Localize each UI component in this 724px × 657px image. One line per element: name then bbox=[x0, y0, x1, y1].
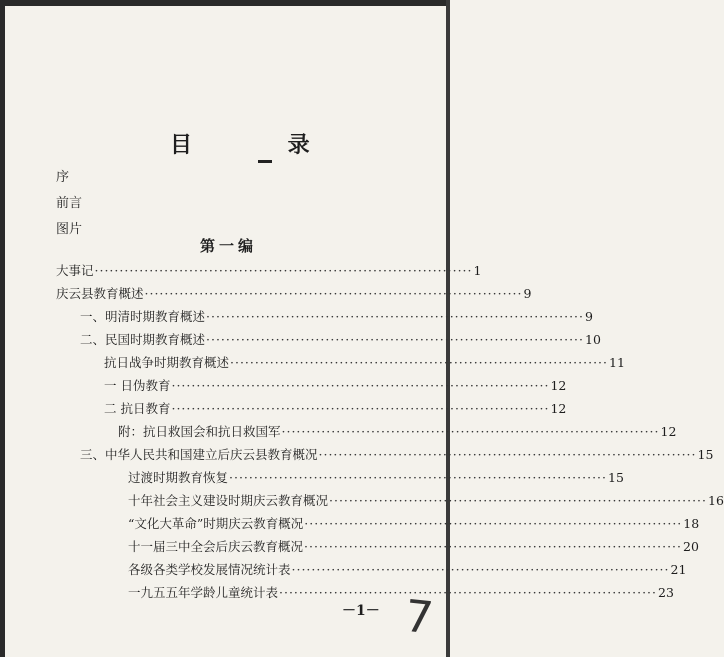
leader-dots: ············································································ bbox=[206, 332, 584, 347]
leader-dots: ············································································ bbox=[144, 286, 523, 301]
leader-dots: ············································································ bbox=[281, 424, 660, 439]
toc-entry-label: “文化大革命”时期庆云教育概况 bbox=[128, 516, 304, 531]
toc-entry-label: 大事记 bbox=[56, 263, 94, 278]
leader-dots: ············································································ bbox=[329, 493, 707, 508]
toc-entry[interactable] bbox=[128, 514, 700, 532]
leader-dots: ············································································ bbox=[318, 447, 697, 462]
toc-entry[interactable] bbox=[128, 491, 724, 509]
toc-entry-page: 20 bbox=[683, 539, 699, 554]
scan-border-right bbox=[446, 0, 450, 657]
front-matter-pictures: 图片 bbox=[56, 222, 83, 237]
toc-entry[interactable] bbox=[104, 399, 567, 417]
toc-entry-page: 9 bbox=[585, 309, 593, 324]
toc-entry-label: 二、民国时期教育概述 bbox=[80, 332, 206, 347]
toc-entry-label: 各级各类学校发展情况统计表 bbox=[128, 562, 291, 577]
front-matter-preface: 序 bbox=[56, 170, 70, 185]
leader-dots: ············································································ bbox=[230, 355, 608, 370]
page-title: 目 录 bbox=[170, 132, 354, 158]
toc-entry[interactable] bbox=[128, 468, 624, 486]
toc-entry[interactable] bbox=[128, 583, 674, 601]
toc-entry-page: 12 bbox=[550, 401, 567, 416]
toc-entry[interactable] bbox=[128, 560, 687, 578]
toc-entry-label: 一九五五年学龄儿童统计表 bbox=[128, 585, 279, 600]
leader-dots: ············································································ bbox=[94, 263, 473, 278]
toc-entry-page: 12 bbox=[660, 424, 677, 439]
toc-entry[interactable] bbox=[80, 330, 601, 348]
toc-entry-page: 10 bbox=[585, 332, 601, 347]
leader-dots: ············································································ bbox=[304, 539, 682, 554]
toc-entry-page: 11 bbox=[609, 355, 625, 370]
toc-entry-page: 15 bbox=[697, 447, 714, 462]
toc-entry-page: 15 bbox=[608, 470, 624, 485]
toc-entry[interactable] bbox=[104, 353, 625, 371]
toc-entry-label: 附：抗日救国会和抗日救国军 bbox=[118, 424, 281, 439]
page-number: －1－ bbox=[342, 603, 380, 619]
toc-entry-label: 二 抗日教育 bbox=[104, 401, 171, 416]
toc-entry[interactable] bbox=[56, 261, 482, 279]
leader-dots: ············································································ bbox=[229, 470, 607, 485]
toc-entry-page: 21 bbox=[670, 562, 687, 577]
toc-entry[interactable] bbox=[56, 284, 532, 302]
leader-dots: ············································································ bbox=[304, 516, 683, 531]
title-mark bbox=[258, 160, 272, 163]
scan-border-left bbox=[0, 0, 5, 657]
toc-entry[interactable] bbox=[80, 445, 714, 463]
scan-border-top bbox=[0, 0, 450, 6]
toc-entry[interactable] bbox=[80, 307, 593, 325]
leader-dots: ············································································ bbox=[171, 401, 550, 416]
toc-entry[interactable] bbox=[128, 537, 699, 555]
toc-entry-page: 23 bbox=[658, 585, 674, 600]
toc-entry-label: 十年社会主义建设时期庆云教育概况 bbox=[128, 493, 329, 508]
leader-dots: ············································································ bbox=[206, 309, 584, 324]
toc-entry-label: 庆云县教育概述 bbox=[56, 286, 144, 301]
leader-dots: ············································································ bbox=[171, 378, 550, 393]
toc-entry[interactable] bbox=[104, 376, 567, 394]
toc-entry-label: 一、明清时期教育概述 bbox=[80, 309, 206, 324]
leader-dots: ············································································ bbox=[279, 585, 657, 600]
toc-entry-label: 三、中华人民共和国建立后庆云县教育概况 bbox=[80, 447, 318, 462]
toc-entry-page: 16 bbox=[708, 493, 724, 508]
leader-dots: ············································································ bbox=[291, 562, 670, 577]
toc-entry-page: 18 bbox=[683, 516, 700, 531]
toc-entry-label: 过渡时期教育恢复 bbox=[128, 470, 229, 485]
toc-entry-label: 十一届三中全会后庆云教育概况 bbox=[128, 539, 304, 554]
toc-entry-label: 一 日伪教育 bbox=[104, 378, 171, 393]
toc-entry-label: 抗日战争时期教育概述 bbox=[104, 355, 230, 370]
toc-entry-page: 9 bbox=[523, 286, 532, 301]
front-matter-foreword: 前言 bbox=[56, 196, 83, 211]
section-title: 第一编 bbox=[200, 237, 258, 255]
handwritten-number: 7 bbox=[402, 590, 436, 645]
toc-entry[interactable] bbox=[118, 422, 677, 440]
toc-entry-page: 1 bbox=[473, 263, 482, 278]
toc-entry-page: 12 bbox=[550, 378, 567, 393]
